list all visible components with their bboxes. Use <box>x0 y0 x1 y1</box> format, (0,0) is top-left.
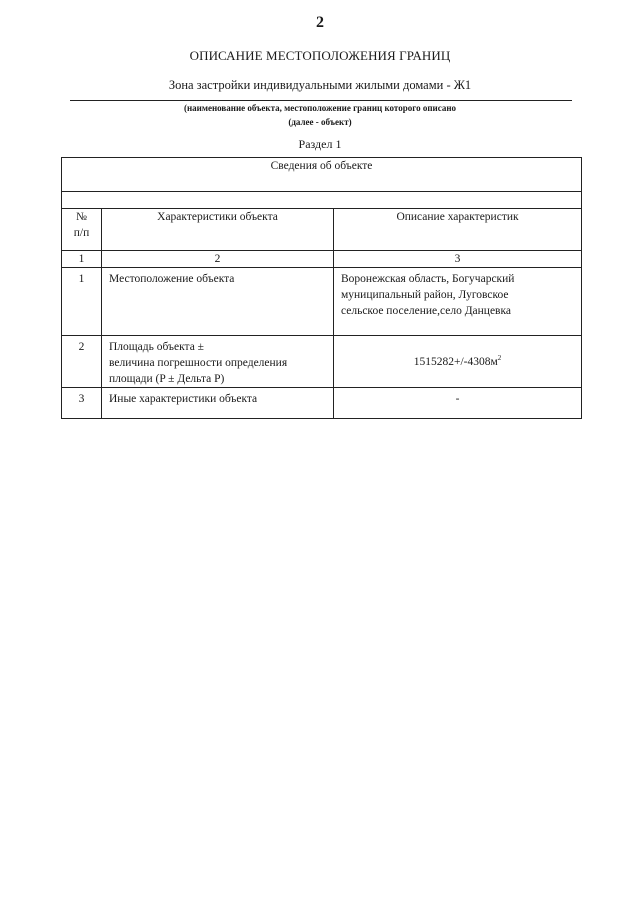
characteristic-text: Иные характеристики объекта <box>109 393 258 405</box>
header-number <box>62 209 102 251</box>
row-number: 3 <box>62 388 102 419</box>
header-number-line-1: № <box>76 211 87 223</box>
column-number: 3 <box>334 251 582 268</box>
description-text: Воронежская область, Богучарский <box>341 273 515 285</box>
object-caption-line-1: (наименование объекта, местоположение границ которого описано <box>183 103 457 113</box>
description-cell <box>334 268 582 336</box>
object-info-table <box>61 157 582 419</box>
table-row <box>62 336 582 388</box>
header-description: Описание характеристик <box>334 209 582 251</box>
characteristic-text: величина погрешности определения <box>109 357 288 369</box>
characteristic-text: Местоположение объекта <box>109 273 235 285</box>
area-value-cell <box>334 336 582 388</box>
description-cell <box>334 388 582 419</box>
title-underline <box>70 100 572 101</box>
description-text: - <box>455 393 460 405</box>
characteristic-cell <box>102 268 334 336</box>
column-number: 2 <box>102 251 334 268</box>
characteristic-cell <box>102 336 334 388</box>
table-title: Сведения об объекте <box>62 158 582 192</box>
area-value: 1515282+/-4308м <box>413 355 498 368</box>
table-spacer-row <box>62 192 582 209</box>
table-title-row <box>62 158 582 192</box>
table-spacer-cell <box>62 192 582 209</box>
header-characteristics: Характеристики объекта <box>102 209 334 251</box>
column-number-row <box>62 251 582 268</box>
document-title: ОПИСАНИЕ МЕСТОПОЛОЖЕНИЯ ГРАНИЦ <box>189 48 451 63</box>
characteristic-text: Площадь объекта ± <box>109 341 204 353</box>
object-caption-line-2: (далее - объект) <box>288 117 352 127</box>
section-label: Раздел 1 <box>298 137 342 151</box>
row-number: 1 <box>62 268 102 336</box>
table-row <box>62 268 582 336</box>
characteristic-cell <box>102 388 334 419</box>
header-number-line-2: п/п <box>73 227 90 239</box>
page-number: 2 <box>316 14 324 31</box>
row-number: 2 <box>62 336 102 388</box>
area-unit-superscript: 2 <box>497 353 502 362</box>
description-text: сельское поселение,село Данцевка <box>341 305 512 317</box>
characteristic-text: площади (P ± Дельта P) <box>109 373 225 385</box>
description-text: муниципальный район, Луговское <box>341 289 509 301</box>
zone-name: Зона застройки индивидуальными жилыми домами - Ж1 <box>168 78 472 92</box>
column-number: 1 <box>62 251 102 268</box>
table-header-row <box>62 209 582 251</box>
table-row <box>62 388 582 419</box>
